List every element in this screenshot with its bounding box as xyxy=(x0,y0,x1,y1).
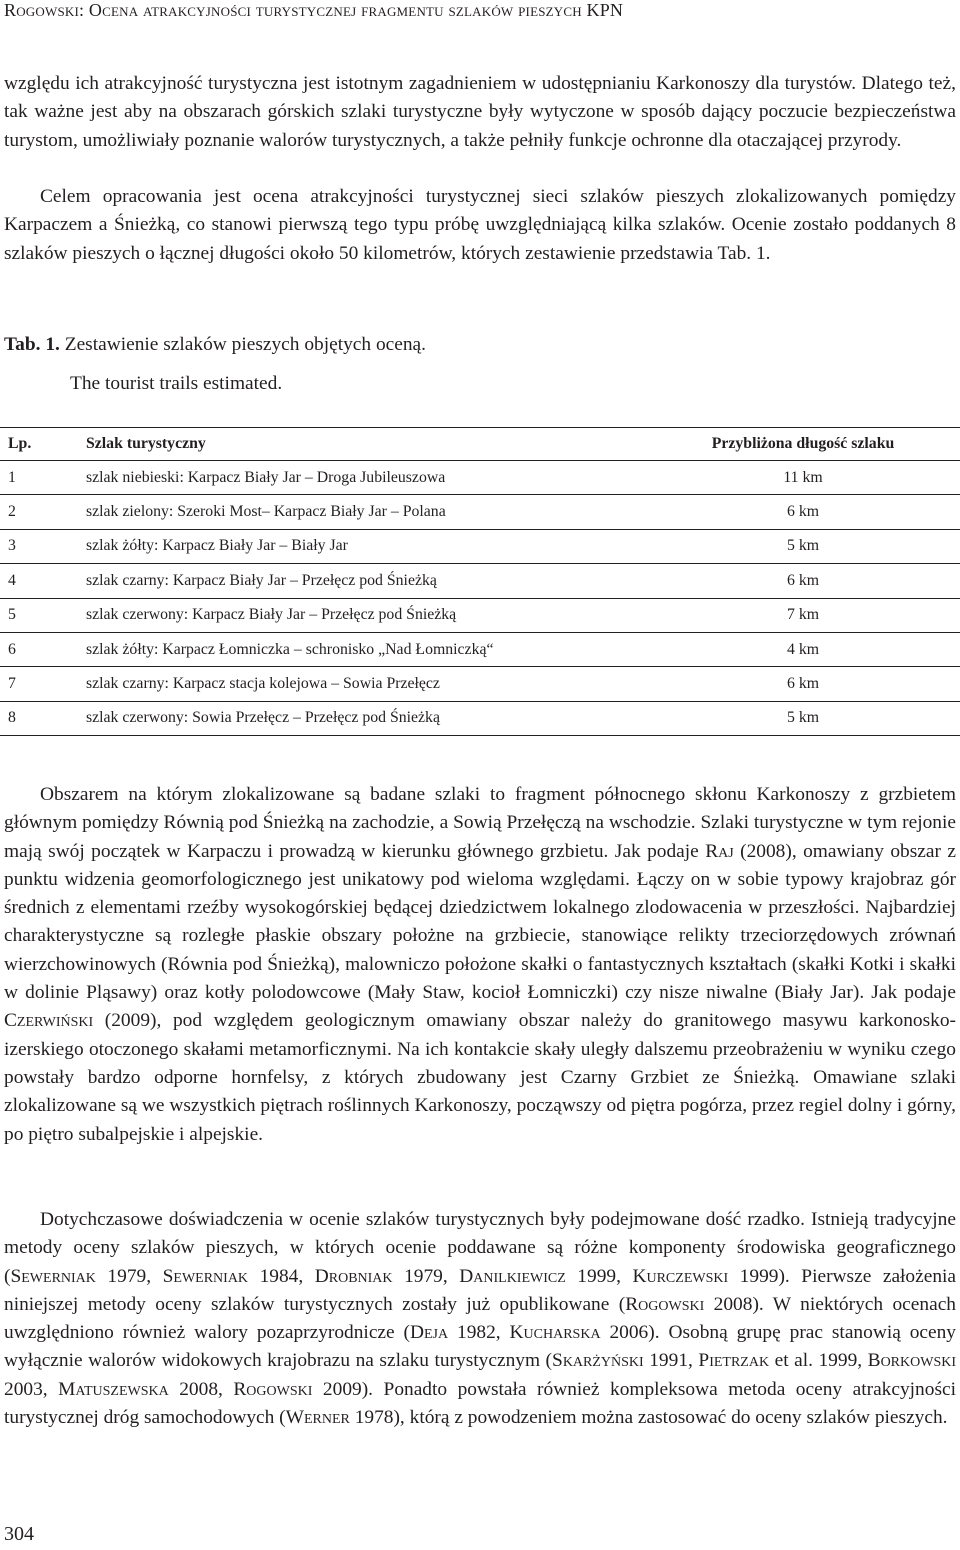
header-length: Przybliżona długość szlaku xyxy=(646,428,960,461)
row-lp: 3 xyxy=(0,529,86,563)
row-trail: szlak czarny: Karpacz stacja kolejowa – Sowia Przełęcz xyxy=(86,667,646,701)
methods-text: 2003, xyxy=(4,1378,59,1400)
citation-author: Rogowski xyxy=(233,1378,313,1400)
table-row xyxy=(0,667,960,701)
row-lp: 5 xyxy=(0,598,86,632)
row-lp: 8 xyxy=(0,701,86,735)
row-lp: 7 xyxy=(0,667,86,701)
row-length: 5 km xyxy=(646,701,960,735)
methods-text: 2008). W niektórych ocenach uwzględniono również walory pozaprzyrodnicze ( xyxy=(4,1293,956,1344)
methods-text: 1978), którą z powodzeniem można zastosować do oceny szlaków pieszych. xyxy=(349,1407,948,1429)
header-trail: Szlak turystyczny xyxy=(86,428,646,461)
citation-author: Czerwiński xyxy=(4,1010,94,1032)
table-row xyxy=(0,701,960,735)
methods-text: 1984, xyxy=(248,1265,315,1287)
citation-author: Sewerniak xyxy=(10,1265,96,1287)
methods-text: 1979, xyxy=(392,1265,460,1287)
table-subtitle: The tourist trails estimated. xyxy=(70,373,283,394)
methods-text: et al. 1999, xyxy=(769,1350,868,1372)
table-row xyxy=(0,461,960,495)
row-length: 4 km xyxy=(646,632,960,666)
table-header-row xyxy=(0,428,960,461)
table-row xyxy=(0,564,960,598)
trails-table xyxy=(0,427,960,736)
table-row xyxy=(0,495,960,529)
methods-text: 1999, xyxy=(565,1265,633,1287)
row-length: 5 km xyxy=(646,529,960,563)
citation-author: Pietrzak xyxy=(698,1350,770,1372)
table-label: Tab. 1. xyxy=(4,334,60,355)
row-lp: 1 xyxy=(0,461,86,495)
citation-author: Sewerniak xyxy=(162,1265,249,1287)
citation-author: Raj xyxy=(705,840,734,862)
row-lp: 6 xyxy=(0,632,86,666)
citation-author: Skarżyński xyxy=(552,1350,644,1372)
methods-text: 1991, xyxy=(643,1350,699,1372)
methods-text: 2006). Osobną grupę prac stanowią oceny wyłącznie walorów widokowych krajobrazu na szlaku turystycznym ( xyxy=(4,1322,957,1372)
row-lp: 2 xyxy=(0,495,86,529)
citation-author: Borkowski xyxy=(867,1350,957,1372)
table-title: Zestawienie szlaków pieszych objętych oceną. xyxy=(64,334,427,355)
row-length: 6 km xyxy=(646,667,960,701)
row-trail: szlak czarny: Karpacz Biały Jar – Przełęcz pod Śnieżką xyxy=(86,564,646,598)
table-caption xyxy=(4,331,426,359)
row-length: 7 km xyxy=(646,598,960,632)
page-number: 304 xyxy=(4,1523,34,1545)
citation-author: Kucharska xyxy=(509,1322,601,1344)
citation-author: Deja xyxy=(410,1322,449,1344)
row-trail: szlak niebieski: Karpacz Biały Jar – Droga Jubileuszowa xyxy=(86,461,646,495)
table-row xyxy=(0,598,960,632)
area-text-3: (2009), pod względem geologicznym omawiany obszar należy do granitowego masywu karkonosko-izerskiego otoczonego skałami metamorficznymi. Na ich kontakcie skały uległy dalszemu przeobrażeniu w wyniku czego powstały bardzo odporne hornfelsy, z których zbudowany jest Czarny Grzbiet ze Śnieżką. Omawiane szlaki zlokalizowane są we wszystkich piętrach roślinnych Karkonoszy, począwszy od piętra pogórza, przez regiel dolny i górny, po piętro subalpejskie i alpejskie. xyxy=(4,1010,956,1145)
intro-paragraph: względu ich atrakcyjność turystyczna jest istotnym zagadnieniem w udostępnianiu Karkonoszy dla turystów. Dlatego też, tak ważne jest aby na obszarach górskich szlaki turystyczne były wytyczone w sposób dający poczucie bezpieczeństwa turystom, umożliwiały poznanie walorów turystycznych, a także pełniły funkcje ochronne dla otaczającej przyrody. xyxy=(4,73,956,151)
methods-text: 2009). Ponadto powstała również kompleksowa metoda oceny atrakcyjności turystycznej dróg samochodowych ( xyxy=(4,1378,956,1429)
row-lp: 4 xyxy=(0,564,86,598)
table-row xyxy=(0,632,960,666)
header-lp: Lp. xyxy=(0,428,86,461)
citation-author: Werner xyxy=(285,1407,350,1429)
methods-text: 2008, xyxy=(168,1378,234,1400)
aim-paragraph: Celem opracowania jest ocena atrakcyjności turystycznej sieci szlaków pieszych zlokalizowanych pomiędzy Karpaczem a Śnieżką, co stanowi pierwszą tego typu próbę uwzględniającą kilka szlaków. Ocenie zostało poddanych 8 szlaków pieszych o łącznej długości około 50 kilometrów, których zestawienie przedstawia Tab. 1. xyxy=(4,186,956,264)
methods-text: 1999). Pierwsze założenia niniejszej metody oceny szlaków turystycznych zostały już opublikowane ( xyxy=(4,1265,957,1315)
row-length: 6 km xyxy=(646,495,960,529)
citation-author: Kurczewski xyxy=(632,1265,729,1287)
row-trail: szlak żółty: Karpacz Biały Jar – Biały Jar xyxy=(86,529,646,563)
methods-text: 1982, xyxy=(448,1322,510,1344)
area-paragraph xyxy=(4,781,956,1149)
row-trail: szlak czerwony: Sowia Przełęcz – Przełęcz pod Śnieżką xyxy=(86,701,646,735)
citation-author: Danilkiewicz xyxy=(459,1265,566,1287)
row-trail: szlak zielony: Szeroki Most– Karpacz Biały Jar – Polana xyxy=(86,495,646,529)
citation-author: Rogowski xyxy=(625,1293,705,1315)
running-head: Rogowski: Ocena atrakcyjności turystycznej fragmentu szlaków pieszych KPN xyxy=(4,0,624,20)
area-text-1: Obszarem na którym zlokalizowane są badane szlaki to fragment północnego skłonu Karkonoszy z grzbietem głównym pomiędzy Równią pod Śnieżką na zachodzie, a Sowią Przełęczą na wschodzie. Szlaki turystyczne w tym rejonie mają swój początek w Karpaczu i prowadzą w kierunku głównego grzbietu. Jak podaje xyxy=(4,784,956,862)
row-trail: szlak żółty: Karpacz Łomniczka – schronisko „Nad Łomniczką“ xyxy=(86,632,646,666)
row-length: 6 km xyxy=(646,564,960,598)
methods-paragraph xyxy=(4,1206,956,1432)
citation-author: Matuszewska xyxy=(58,1378,169,1400)
methods-text: 1979, xyxy=(95,1265,163,1287)
table-row xyxy=(0,529,960,563)
methods-text: Dotychczasowe doświadczenia w ocenie szlaków turystycznych były podejmowane dość rzadko. Istnieją tradycyjne metody oceny szlaków pieszych, w których ocenie poddawane są różne komponenty środowiska geograficznego ( xyxy=(4,1209,956,1287)
row-trail: szlak czerwony: Karpacz Biały Jar – Przełęcz pod Śnieżką xyxy=(86,598,646,632)
citation-author: Drobniak xyxy=(314,1265,393,1287)
row-length: 11 km xyxy=(646,461,960,495)
area-text-2: (2008), omawiany obszar z punktu widzenia geomorfologicznego jest unikatowy pod wieloma względami. Łączy on w sobie typowy krajobraz gór średnich z elementami rzeźby wysokogórskiej będącej dziedzictwem lokalnego zlodowacenia w przeszłości. Najbardziej charakterystyczne są rozległe płaskie obszary położne na grzbiecie, stanowiące relikty trzeciorzędowych zrównań wierzchowinowych (Równia pod Śnieżką), malowniczo położone skałki o fantastycznych kształtach (skałki Kotki i skałki w dolinie Pląsawy) oraz kotły polodowcowe (Mały Staw, kocioł Łomniczki) czy nisze niwalne (Biały Jar). Jak podaje xyxy=(4,840,956,1004)
